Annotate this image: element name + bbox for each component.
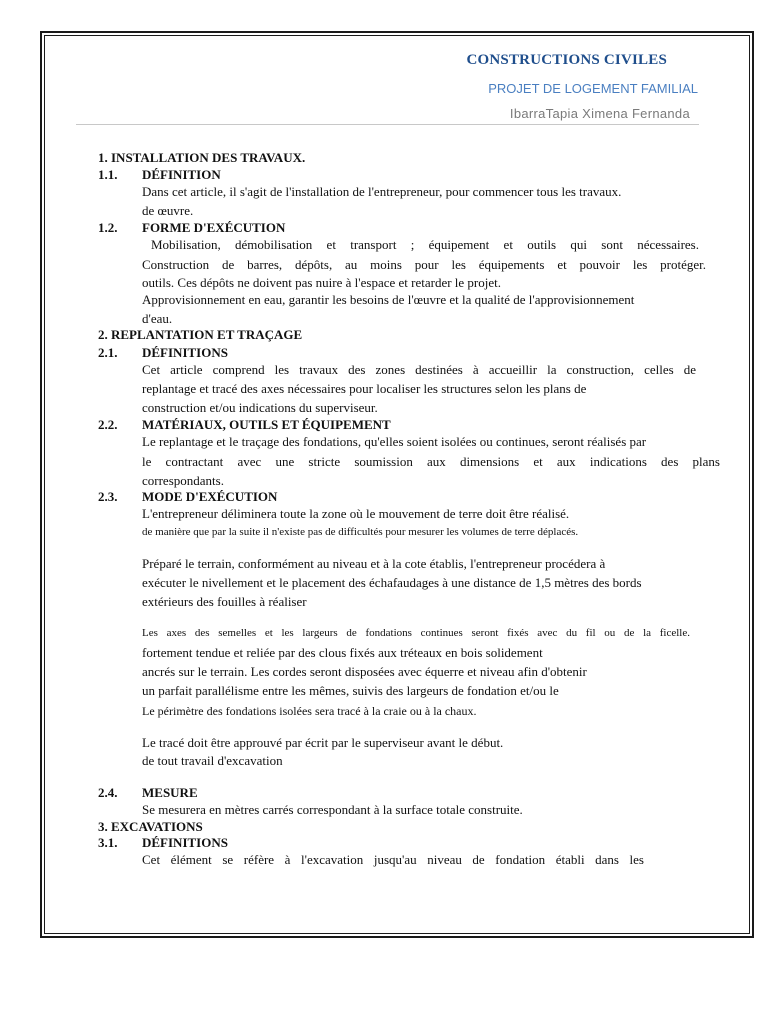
subsection-number: 3.1. — [98, 835, 118, 850]
paragraph-line: fortement tendue et reliée par des clous fixés aux tréteaux en bois solidement — [142, 645, 543, 660]
section-heading: 3. EXCAVATIONS — [98, 819, 203, 834]
subsection-number: 2.2. — [98, 417, 118, 432]
paragraph-line: Construction de barres, dépôts, au moins pour les équipements et pouvoir les protéger. — [142, 257, 706, 272]
author-name: IbarraTapia Ximena Fernanda — [509, 106, 690, 121]
paragraph-line: ancrés sur le terrain. Les cordes seront disposées avec équerre et niveau afin d'obtenir — [142, 664, 587, 679]
paragraph-line: d'eau. — [142, 311, 173, 326]
subsection-number: 2.1. — [98, 345, 118, 360]
document-title: CONSTRUCTIONS CIVILES — [466, 52, 667, 68]
paragraph-line: Le tracé doit être approuvé par écrit par le superviseur avant le début. — [142, 735, 504, 750]
paragraph-line: Mobilisation, démobilisation et transport ; équipement et outils qui sont nécessaires. — [151, 237, 699, 252]
subsection-title: DÉFINITION — [142, 167, 221, 182]
paragraph-line: replantage et tracé des axes nécessaires pour localiser les structures selon les plans de — [142, 381, 587, 396]
subsection-number: 1.1. — [98, 167, 118, 182]
paragraph-line: Cet élément se réfère à l'excavation jusqu'au niveau de fondation établi dans les — [142, 852, 644, 867]
paragraph-line: un parfait parallélisme entre les mêmes, suivis des largeurs de fondation et/ou le — [142, 683, 559, 698]
paragraph-line: Préparé le terrain, conformément au niveau et à la cote établis, l'entrepreneur procédera à — [142, 556, 606, 571]
header-divider — [76, 124, 699, 125]
paragraph-line: correspondants. — [142, 473, 224, 488]
paragraph-line: extérieurs des fouilles à réaliser — [142, 594, 307, 609]
paragraph-line: de tout travail d'excavation — [142, 753, 283, 768]
document-subtitle: PROJET DE LOGEMENT FAMILIAL — [488, 81, 698, 96]
paragraph-line: outils. Ces dépôts ne doivent pas nuire à l'espace et retarder le projet. — [142, 275, 501, 290]
subsection-title: FORME D'EXÉCUTION — [142, 220, 286, 235]
section-heading: 2. REPLANTATION ET TRAÇAGE — [98, 327, 303, 342]
subsection-number: 1.2. — [98, 220, 118, 235]
subsection-number: 2.4. — [98, 785, 118, 800]
paragraph-line: L'entrepreneur déliminera toute la zone où le mouvement de terre doit être réalisé. — [142, 506, 570, 521]
paragraph-line: Les axes des semelles et les largeurs de fondations continues seront fixés avec du fil ou de la ficelle. — [142, 627, 690, 639]
paragraph-line: Cet article comprend les travaux des zones destinées à accueillir la construction, celles de — [142, 362, 696, 377]
paragraph-line: construction et/ou indications du superviseur. — [142, 400, 378, 415]
paragraph-line: le contractant avec une stricte soumission aux dimensions et aux indications des plans — [142, 454, 720, 469]
subsection-title: DÉFINITIONS — [142, 345, 228, 360]
subsection-title: MATÉRIAUX, OUTILS ET ÉQUIPEMENT — [142, 417, 391, 432]
paragraph-line: Dans cet article, il s'agit de l'installation de l'entrepreneur, pour commencer tous les travaux. — [142, 184, 622, 199]
paragraph-line: Approvisionnement en eau, garantir les besoins de l'œuvre et la qualité de l'approvisionnement — [142, 292, 635, 307]
paragraph-line: Le périmètre des fondations isolées sera tracé à la craie ou à la chaux. — [142, 704, 477, 718]
subsection-number: 2.3. — [98, 489, 118, 504]
subsection-title: MODE D'EXÉCUTION — [142, 489, 278, 504]
section-heading: 1. INSTALLATION DES TRAVAUX. — [98, 150, 306, 165]
paragraph-line: de œuvre. — [142, 203, 194, 218]
paragraph-line: Se mesurera en mètres carrés correspondant à la surface totale construite. — [142, 802, 523, 817]
paragraph-line: de manière que par la suite il n'existe pas de difficultés pour mesurer les volumes de terre déplacés. — [142, 526, 579, 538]
subsection-title: MESURE — [142, 785, 198, 800]
paragraph-line: Le replantage et le traçage des fondations, qu'elles soient isolées ou continues, seront réalisés par — [142, 434, 647, 449]
subsection-title: DÉFINITIONS — [142, 835, 228, 850]
paragraph-line: exécuter le nivellement et le placement des échafaudages à une distance de 1,5 mètres des bords — [142, 575, 642, 590]
